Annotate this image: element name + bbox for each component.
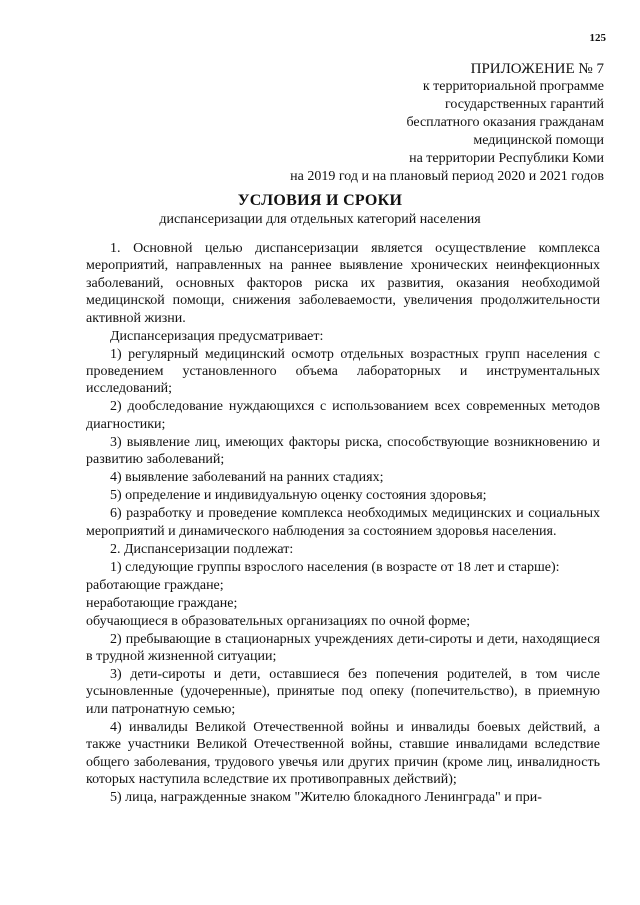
document-title: УСЛОВИЯ И СРОКИ (237, 192, 403, 209)
paragraph: 1) регулярный медицинский осмотр отдельных возрастных групп населения с проведением установленного объема лабораторных и инструментальных исследований; (86, 346, 600, 397)
paragraph: работающие граждане; (86, 577, 224, 593)
appendix-heading: ПРИЛОЖЕНИЕ № 7 (470, 61, 604, 77)
appendix-line: государственных гарантий (445, 97, 604, 112)
paragraph: Диспансеризация предусматривает: (110, 328, 324, 344)
paragraph: 2. Диспансеризации подлежат: (110, 541, 294, 557)
paragraph: 4) инвалиды Великой Отечественной войны и инвалиды боевых действий, а также участники Великой Отечественной войны, ставшие инвалидами вследствие общего заболевания, трудового увечья или других причин (кроме лиц, инвалидность которых наступила вследствие их противоправных действий); (86, 719, 600, 788)
paragraph: 1. Основной целью диспансеризации является осуществление комплекса мероприятий, направленных на раннее выявление хронических неинфекционных заболеваний, основных факторов риска их развития, оказания необходимой медицинской помощи, снижения заболеваемости, увеличения продолжительности активной жизни. (86, 241, 600, 326)
paragraph: 3) дети-сироты и дети, оставшиеся без попечения родителей, в том числе усыновленные (удочеренные), принятые под опеку (попечительство), в приемную или патронатную семью; (86, 667, 600, 717)
paragraph: 5) определение и индивидуальную оценку состояния здоровья; (110, 488, 487, 504)
appendix-header (184, 60, 604, 186)
paragraph: 4) выявление заболеваний на ранних стадиях; (110, 470, 384, 486)
appendix-line: на территории Республики Коми (409, 151, 604, 166)
appendix-line: к территориальной программе (422, 79, 604, 94)
document-subtitle: диспансеризации для отдельных категорий населения (159, 212, 481, 227)
document-body (86, 240, 600, 807)
paragraph: 3) выявление лиц, имеющих факторы риска, способствующие возникновению и развитию заболеваний; (86, 434, 600, 468)
appendix-line: медицинской помощи (473, 133, 604, 148)
appendix-line: бесплатного оказания гражданам (406, 115, 604, 130)
page-number: 125 (589, 32, 606, 44)
paragraph: 2) дообследование нуждающихся с использованием всех современных методов диагностики; (86, 399, 600, 432)
paragraph: неработающие граждане; (86, 595, 238, 611)
paragraph: 5) лица, награжденные знаком "Жителю блокадного Ленинграда" и при- (110, 790, 542, 806)
appendix-line: на 2019 год и на плановый период 2020 и 2021 годов (290, 169, 604, 184)
paragraph: 1) следующие группы взрослого населения (в возрасте от 18 лет и старше): (110, 559, 560, 575)
paragraph: 2) пребывающие в стационарных учреждениях дети-сироты и дети, находящиеся в трудной жизненной ситуации; (86, 631, 600, 665)
paragraph: обучающиеся в образовательных организациях по очной форме; (86, 613, 471, 629)
paragraph: 6) разработку и проведение комплекса необходимых медицинских и социальных мероприятий и динамического наблюдения за состоянием здоровья населения. (86, 506, 600, 539)
